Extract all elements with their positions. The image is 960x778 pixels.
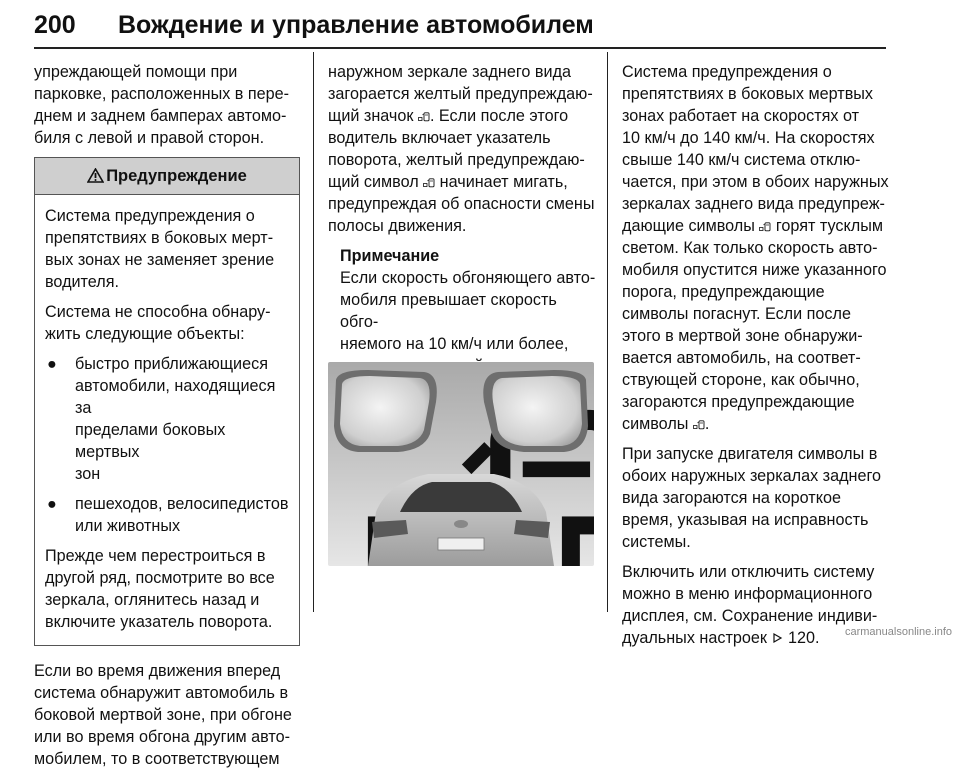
col2-paragraph-1: наружном зеркале заднего вида загорается желтый предупреждаю- щий значок . Если после этого водитель включает указатель поворота, желтый предупреждаю- щий символ начинает мигать, предупреждая об опасности смены полосы движения.	[328, 63, 595, 235]
page-reference-arrow-icon[interactable]	[771, 630, 783, 647]
bullet-icon: ●	[47, 355, 57, 373]
footer-watermark: carmanualsonline.info	[844, 626, 952, 638]
warning-box	[34, 157, 300, 646]
page-number: 200	[34, 11, 76, 39]
blind-spot-symbol-icon	[693, 420, 705, 430]
header-rule	[34, 47, 886, 49]
warning-paragraph-3: Прежде чем перестроиться в другой ряд, посмотрите во все зеркала, оглянитесь назад и включите указатель поворота.	[45, 547, 275, 631]
warning-paragraph-1: Система предупреждения о препятствиях в боковых мерт- вых зонах не заменяет зрение водителя.	[45, 207, 275, 291]
col3-paragraph-1: Система предупреждения о препятствиях в боковых мертвых зонах работает на скоростях от 10 км/ч до 140 км/ч. На скоростях свыше 140 км/ч система отклю- чается, при этом в обоих наружных зеркалах заднего вида предупреж- дающие символы горят тусклым светом. Как только скорость авто- мобиля опустится ниже указанного порога, предупреждающие символы погаснут. Если после этого в мертвой зоне обнаружи- вается автомобиль, на соответ- ствующей стороне, как обычно, загораются предупреждающие символы .	[622, 63, 889, 433]
mirror-illustration	[328, 362, 594, 566]
blind-spot-symbol-icon	[423, 178, 435, 188]
blind-spot-symbol-icon	[418, 112, 430, 122]
warning-triangle-icon	[87, 158, 104, 194]
outro-paragraph: Если во время движения вперед система обнаружит автомобиль в боковой мертвой зоне, при обгоне или во время обгона другим авто- мобилем, то в соответствующем	[34, 662, 292, 768]
col3-paragraph-3: Включить или отключить систему можно в меню информационного дисплея, см. Сохранение индиви- дуальных настроек 120.	[622, 563, 878, 647]
note-text: Если скорость обгоняющего авто- мобиля превышает скорость обго- няемого на 10 км/ч или более,	[340, 267, 596, 421]
note-title: Примечание	[340, 247, 440, 265]
page-title: Вождение и управление автомобилем	[118, 11, 594, 39]
page-header	[34, 6, 886, 46]
blind-spot-symbol-icon	[759, 222, 771, 232]
col3-paragraph-2: При запуске двигателя символы в обоих наружных зеркалах заднего вида загораются на короткое время, указывая на исправность системы.	[622, 445, 882, 551]
list-item: ● пешеходов, велосипедистов или животных	[47, 495, 289, 535]
bullet-icon: ●	[47, 495, 57, 513]
column-1	[34, 61, 300, 778]
page-reference-link[interactable]: 120.	[783, 629, 820, 647]
warning-bullet-list	[45, 353, 289, 537]
warning-paragraph-2: Система не способна обнару- жить следующие объекты:	[45, 303, 271, 343]
column-3	[622, 61, 890, 658]
intro-paragraph: упреждающей помощи при парковке, расположенных в пере- днем и заднем бамперах автомо- биля с левой и правой сторон.	[34, 63, 290, 147]
list-item: ● быстро приближающиеся автомобили, находящиеся за пределами боковых мертвых зон	[47, 355, 276, 483]
warning-title: Предупреждение	[106, 167, 247, 185]
column-divider-right	[607, 52, 608, 612]
warning-header	[35, 158, 299, 195]
column-divider-left	[313, 52, 314, 612]
